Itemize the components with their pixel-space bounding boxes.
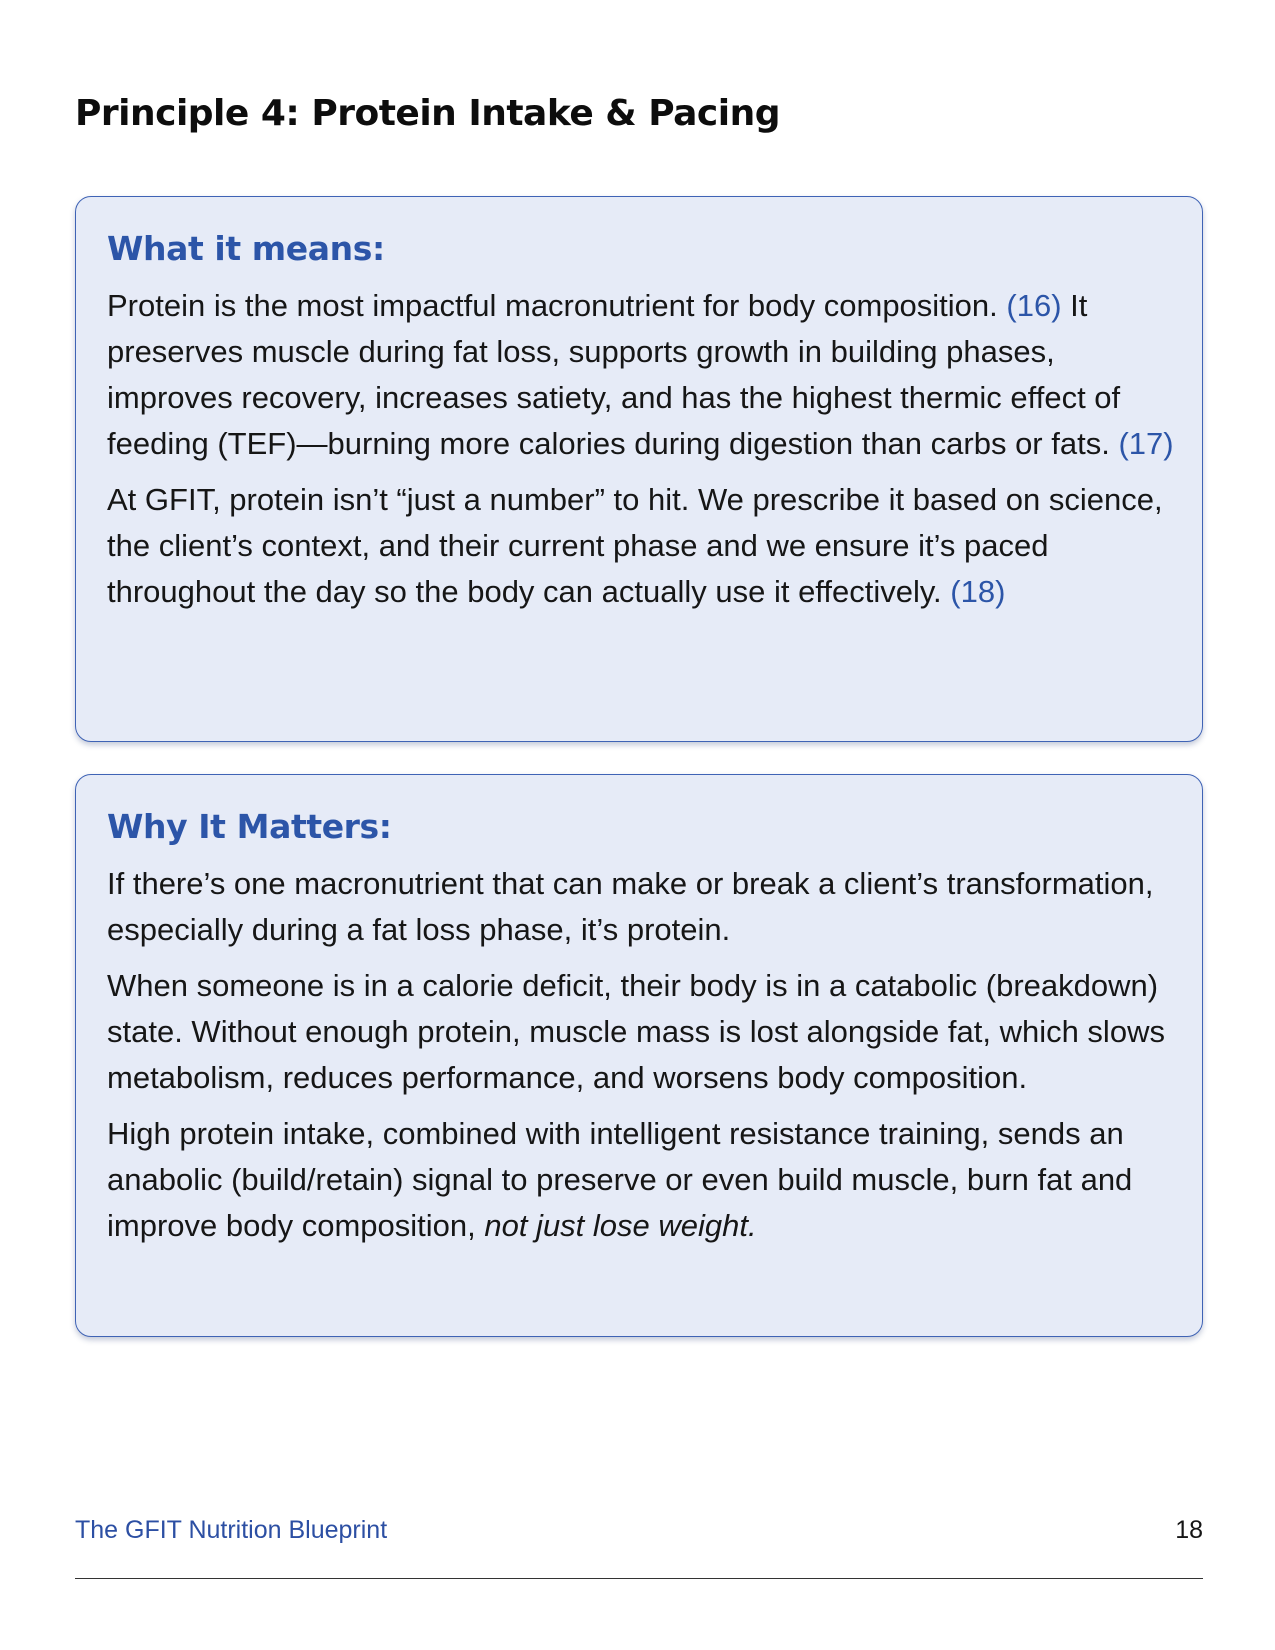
- footer-document-title: The GFIT Nutrition Blueprint: [75, 1516, 388, 1544]
- footer-divider: [75, 1578, 1203, 1579]
- body-text: It preserves muscle during fat loss, supports growth in building phases, improves recovery, increases satiety, and has the highest thermic effect of feeding (TEF)—burning more calories during digestion than carbs or fats.: [107, 288, 1121, 461]
- body-text: High protein intake, combined with intelligent resistance training, sends an anabolic (build/retain) signal to preserve or even build muscle, burn fat and improve body composition,: [107, 1116, 1133, 1243]
- why-it-matters-paragraph-2: [107, 963, 1174, 1101]
- citation-16: (16): [1006, 288, 1062, 323]
- italic-emphasis: not just lose weight.: [484, 1208, 757, 1243]
- page-number: 18: [1175, 1516, 1203, 1544]
- why-it-matters-paragraph-3: [107, 1111, 1174, 1249]
- body-text: If there’s one macronutrient that can make or break a client’s transformation, especially during a fat loss phase, it’s protein.: [107, 866, 1154, 947]
- body-text: Protein is the most impactful macronutrient for body composition.: [107, 288, 1007, 323]
- what-it-means-paragraph-2: [107, 477, 1174, 615]
- why-it-matters-paragraph-1: [107, 861, 1174, 953]
- body-text: At GFIT, protein isn’t “just a number” to hit. We prescribe it based on science, the client’s context, and their current phase and we ensure it’s paced throughout the day so the body can actually use it effectively.: [107, 482, 1163, 609]
- body-text: When someone is in a calorie deficit, their body is in a catabolic (breakdown) state. Without enough protein, muscle mass is lost alongside fat, which slows metabolism, reduces performance, and worsens body composition.: [107, 968, 1165, 1095]
- what-it-means-heading: What it means:: [107, 229, 385, 268]
- citation-17: (17): [1118, 426, 1174, 461]
- citation-18: (18): [950, 574, 1006, 609]
- what-it-means-paragraph-1: [107, 283, 1174, 467]
- page-title: Principle 4: Protein Intake & Pacing: [75, 93, 780, 134]
- what-it-means-card: [75, 196, 1203, 742]
- why-it-matters-card: [75, 774, 1203, 1337]
- why-it-matters-heading: Why It Matters:: [107, 807, 392, 846]
